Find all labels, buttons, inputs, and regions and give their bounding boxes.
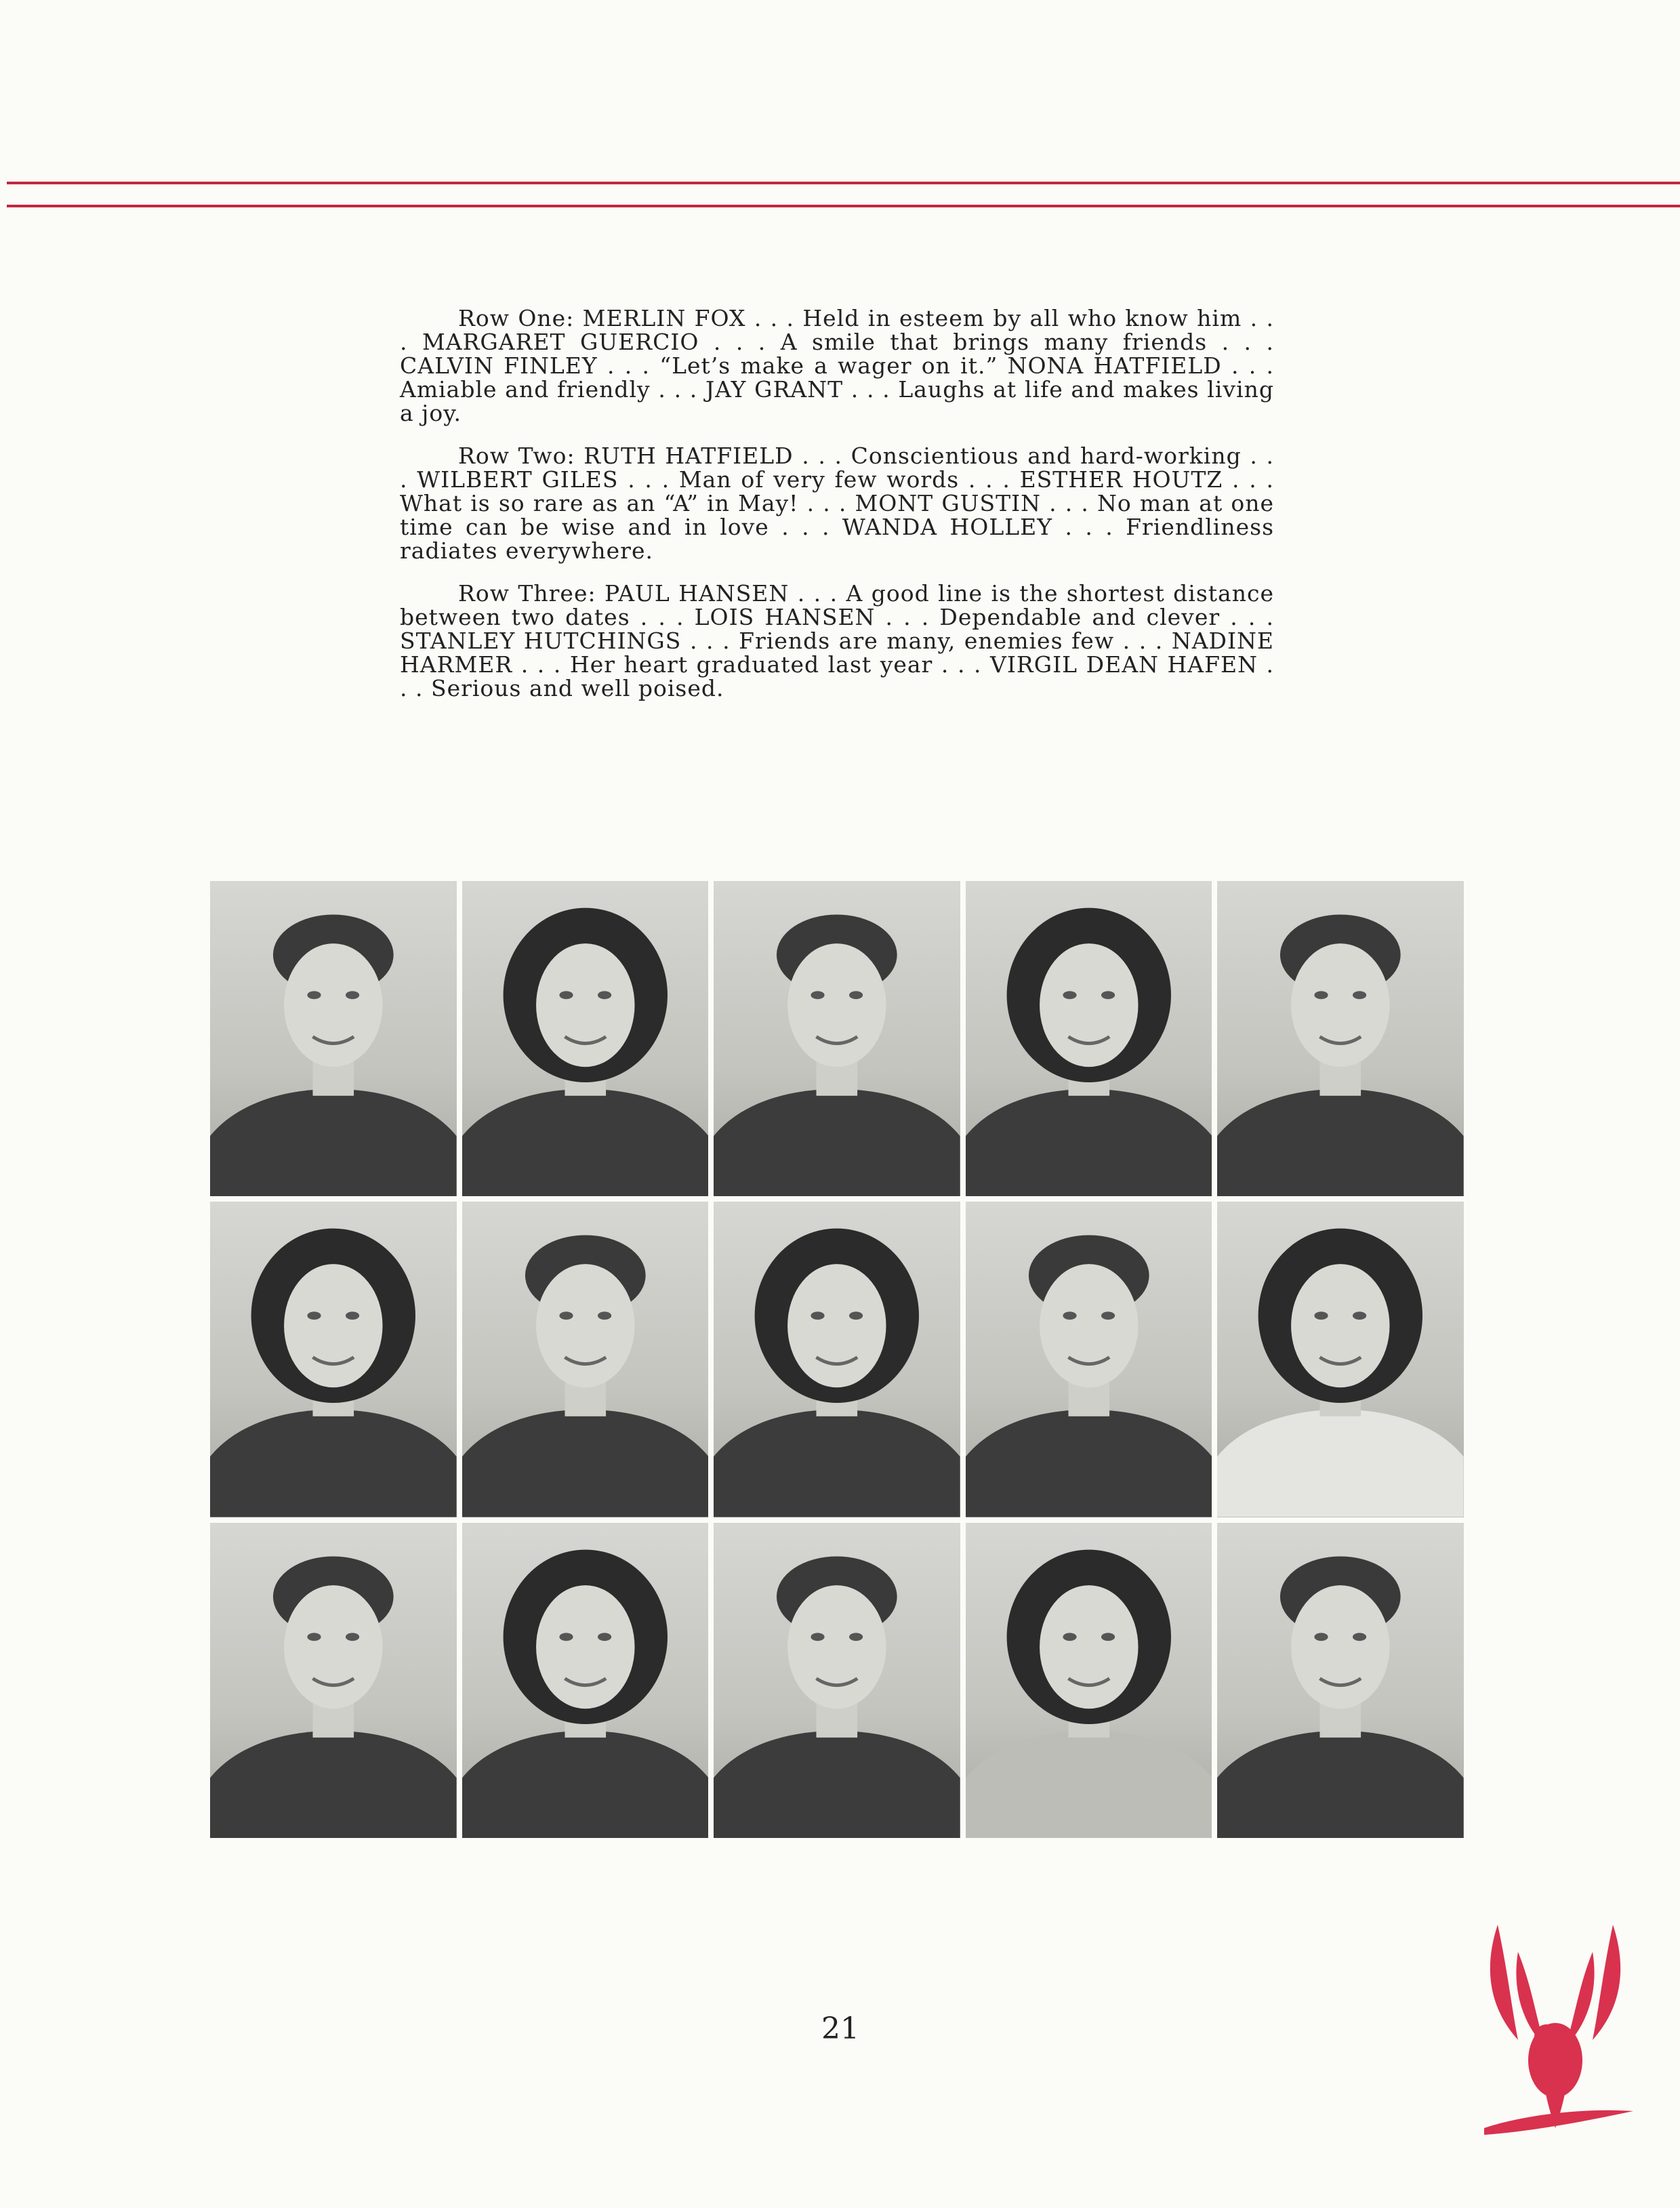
- portrait-photo: [966, 1523, 1212, 1838]
- header-rule-top: [7, 182, 1680, 184]
- portrait-photo: [714, 881, 960, 1196]
- caption-row-one: Row One: MERLIN FOX . . . Held in esteem by all who know him . . . MARGARET GUERCIO . . . A smile that brings many friends . . . CALVIN FINLEY . . . “Let’s make a wager on it.” NONA HATFIELD . . . Amiable and friendly . . . JAY GRANT . . . Laughs at life and makes living a joy.: [400, 305, 1274, 426]
- portrait-grid: [210, 881, 1464, 1838]
- portrait-photo: [462, 881, 709, 1196]
- portrait-photo: [714, 1523, 960, 1838]
- portrait-photo: [966, 1202, 1212, 1517]
- portrait-photo: [1217, 1202, 1464, 1517]
- portrait-photo: [1217, 1523, 1464, 1838]
- caption-block: [400, 306, 1274, 719]
- portrait-photo: [966, 881, 1212, 1196]
- eagle-emblem-icon: [1471, 1925, 1640, 2148]
- portrait-photo: [210, 1523, 457, 1838]
- portrait-photo: [210, 881, 457, 1196]
- page-number: 21: [821, 2011, 859, 2046]
- portrait-photo: [714, 1202, 960, 1517]
- portrait-photo: [210, 1202, 457, 1517]
- portrait-photo: [1217, 881, 1464, 1196]
- header-rule-bottom: [7, 205, 1680, 207]
- caption-row-three: Row Three: PAUL HANSEN . . . A good line is the shortest distance between two dates . . . LOIS HANSEN . . . Dependable and clever . . . STANLEY HUTCHINGS . . . Friends are many, enemies few . . . NADINE HARMER . . . Her heart graduated last year . . . VIRGIL DEAN HAFEN . . . Serious and well poised.: [400, 580, 1274, 701]
- portrait-photo: [462, 1202, 709, 1517]
- caption-row-two: Row Two: RUTH HATFIELD . . . Conscientious and hard-working . . . WILBERT GILES . . . Man of very few words . . . ESTHER HOUTZ . . . What is so rare as an “A” in May! . . . MONT GUSTIN . . . No man at one time can be wise and in love . . . WANDA HOLLEY . . . Friendliness radiates everywhere.: [400, 443, 1274, 564]
- portrait-photo: [462, 1523, 709, 1838]
